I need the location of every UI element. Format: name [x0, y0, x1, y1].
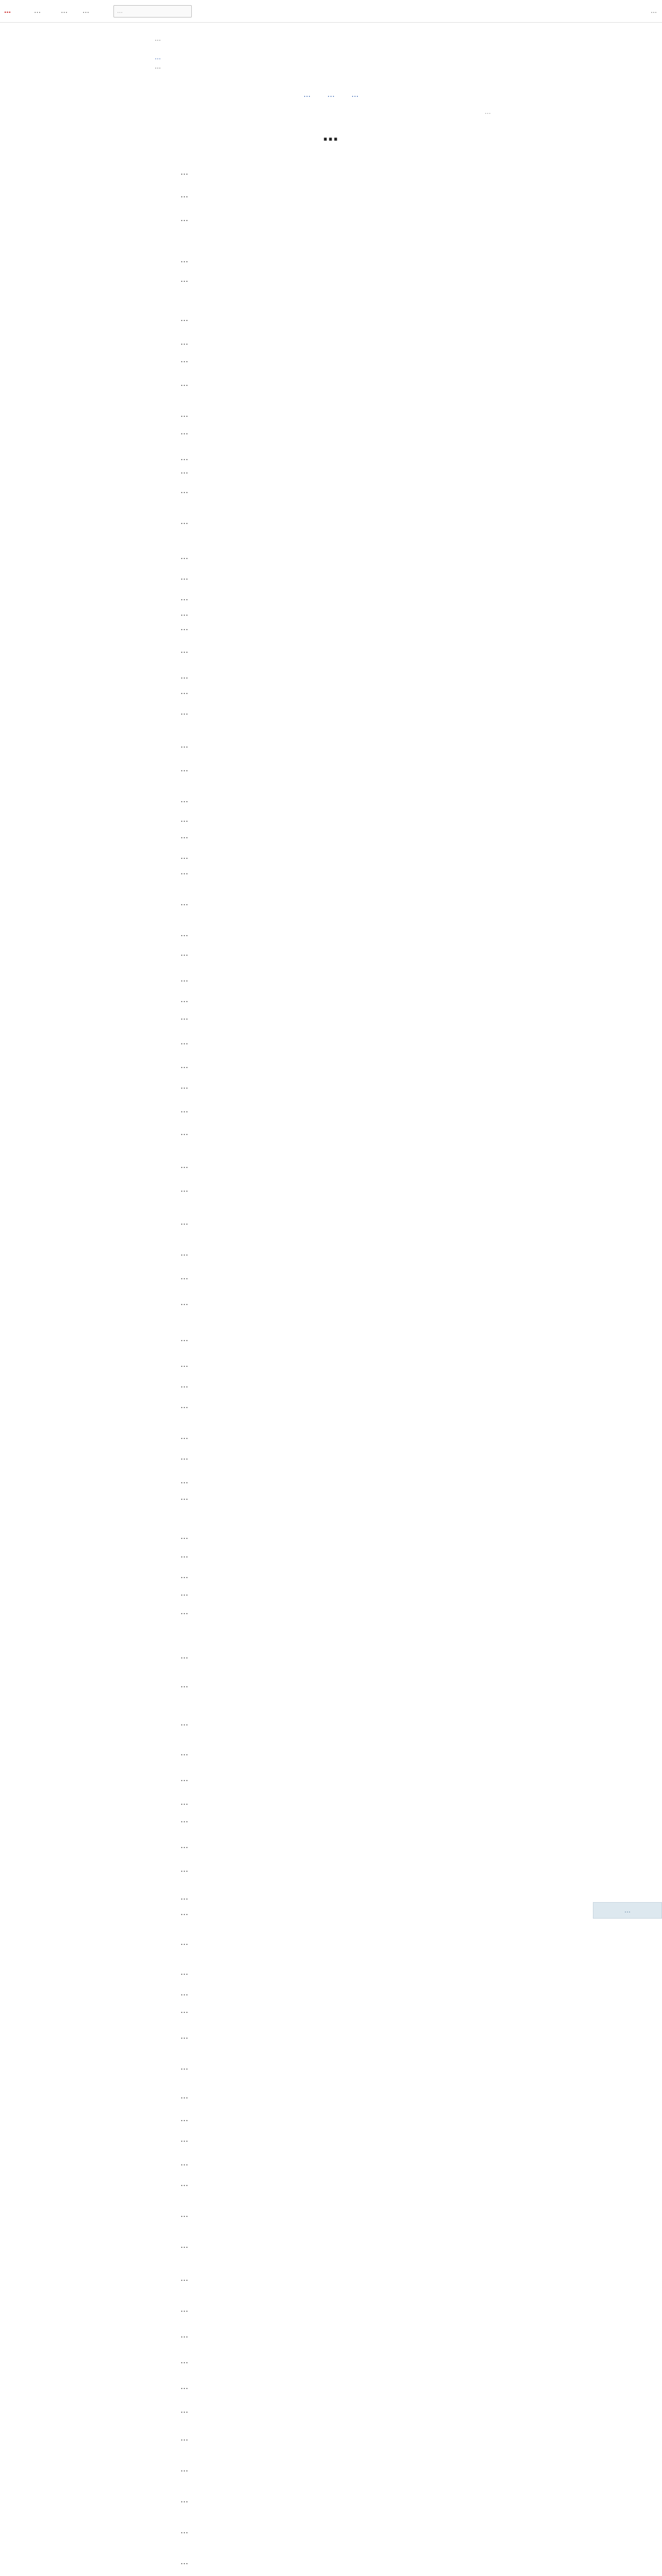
- paragraph-text: …: [180, 608, 188, 618]
- paragraph-text: …: [180, 707, 188, 717]
- paragraph-text: …: [180, 167, 188, 177]
- paragraph-text: …: [180, 337, 188, 347]
- top-right-link[interactable]: …: [651, 7, 657, 14]
- paragraph-text: …: [180, 572, 188, 582]
- novel-paragraph: [180, 377, 482, 389]
- paragraph-text: …: [180, 1815, 188, 1824]
- novel-paragraph: [180, 336, 482, 348]
- novel-paragraph: [180, 2272, 482, 2284]
- paragraph-text: …: [180, 1298, 188, 1307]
- novel-paragraph: [180, 1814, 482, 1826]
- paragraph-text: …: [180, 1571, 188, 1580]
- novel-paragraph: [180, 2555, 482, 2568]
- paragraph-text: …: [180, 1037, 188, 1046]
- paragraph-text: …: [180, 2382, 188, 2391]
- novel-paragraph: [180, 685, 482, 698]
- novel-paragraph: [180, 2463, 482, 2475]
- novel-paragraph: [180, 408, 482, 420]
- paragraph-text: …: [180, 1248, 188, 1258]
- work-meta: [155, 34, 516, 71]
- novel-paragraph: [180, 1936, 482, 1948]
- paragraph-text: …: [180, 2114, 188, 2123]
- novel-paragraph: [180, 866, 482, 878]
- novel-paragraph: [180, 2157, 482, 2169]
- novel-paragraph: [180, 947, 482, 959]
- novel-paragraph: [180, 1430, 482, 1443]
- paragraph-text: …: [180, 1128, 188, 1137]
- novel-paragraph: [180, 2524, 482, 2537]
- paragraph-text: …: [180, 1452, 188, 1462]
- paragraph-text: …: [180, 2274, 188, 2283]
- paragraph-text: …: [180, 2241, 188, 2250]
- paragraph-text: …: [180, 1774, 188, 1783]
- novel-paragraph: [180, 515, 482, 528]
- nav-link-3[interactable]: …: [82, 7, 89, 15]
- novel-paragraph: [180, 1159, 482, 1172]
- novel-paragraph: [180, 2133, 482, 2145]
- novel-paragraph: [180, 2404, 482, 2416]
- novel-paragraph: [180, 1966, 482, 1978]
- paragraph-text: …: [180, 687, 188, 696]
- paragraph-text: …: [180, 1105, 188, 1114]
- paragraph-text: …: [180, 453, 188, 462]
- novel-paragraph: [180, 2004, 482, 2016]
- chapter-nav: [0, 91, 662, 99]
- paragraph-text: …: [180, 815, 188, 824]
- novel-paragraph: [180, 2329, 482, 2341]
- paragraph-text: …: [180, 1588, 188, 1598]
- novel-paragraph: [180, 1650, 482, 1662]
- novel-paragraph: [180, 1549, 482, 1561]
- paragraph-text: …: [180, 2405, 188, 2415]
- novel-paragraph: [180, 166, 482, 178]
- paragraph-text: …: [180, 1607, 188, 1616]
- novel-paragraph: [180, 644, 482, 656]
- paragraph-text: …: [180, 1360, 188, 1369]
- paragraph-text: …: [180, 2006, 188, 2015]
- novel-paragraph: [180, 2208, 482, 2221]
- novel-paragraph: [180, 1891, 482, 1903]
- paragraph-text: …: [180, 1476, 188, 1485]
- paragraph-text: …: [180, 671, 188, 681]
- paragraph-text: …: [180, 1938, 188, 1947]
- next-chapter-link[interactable]: …: [351, 91, 359, 99]
- paragraph-text: …: [180, 466, 188, 476]
- paragraph-text: …: [180, 2304, 188, 2314]
- paragraph-text: …: [180, 995, 188, 1004]
- paragraph-text: …: [180, 1968, 188, 1977]
- paragraph-text: …: [180, 379, 188, 388]
- paragraph-text: …: [180, 974, 188, 984]
- paragraph-text: …: [180, 2433, 188, 2443]
- chapter-title: …: [323, 127, 339, 145]
- novel-paragraph: [180, 1216, 482, 1228]
- paragraph-text: …: [180, 1493, 188, 1502]
- novel-paragraph: [180, 1679, 482, 1691]
- novel-paragraph: [180, 829, 482, 842]
- novel-paragraph: [180, 1036, 482, 1048]
- paragraph-text: …: [180, 795, 188, 804]
- paragraph-text: …: [180, 1718, 188, 1727]
- novel-paragraph: [180, 1332, 482, 1345]
- prev-chapter-link[interactable]: …: [303, 91, 311, 99]
- paragraph-text: …: [180, 314, 188, 323]
- paragraph-text: …: [180, 2134, 188, 2144]
- login-notice: …: [155, 35, 161, 42]
- paragraph-text: …: [180, 2062, 188, 2072]
- novel-paragraph: [180, 353, 482, 366]
- paragraph-text: …: [180, 190, 188, 199]
- paragraph-text: …: [180, 1908, 188, 1917]
- novel-paragraph: [180, 212, 482, 225]
- paragraph-text: …: [180, 1184, 188, 1194]
- novel-paragraph: [180, 189, 482, 201]
- novel-paragraph: [180, 1011, 482, 1023]
- paragraph-text: …: [180, 552, 188, 561]
- novel-paragraph: [180, 2494, 482, 2506]
- paragraph-text: …: [180, 1272, 188, 1281]
- paragraph-text: …: [180, 831, 188, 840]
- top-bar: [0, 0, 662, 23]
- paragraph-text: …: [180, 948, 188, 958]
- paragraph-text: …: [180, 2495, 188, 2504]
- novel-paragraph: [180, 2090, 482, 2102]
- paragraph-text: …: [180, 867, 188, 876]
- novel-paragraph: [180, 813, 482, 825]
- paragraph-text: …: [180, 275, 188, 284]
- paragraph-text: …: [180, 410, 188, 419]
- novel-paragraph: [180, 607, 482, 619]
- novel-paragraph: [180, 484, 482, 497]
- novel-paragraph: [180, 1059, 482, 1072]
- paragraph-text: …: [180, 2158, 188, 2167]
- paragraph-text: …: [180, 255, 188, 264]
- novel-paragraph: [180, 253, 482, 266]
- novel-paragraph: [180, 1569, 482, 1582]
- novel-paragraph: [180, 850, 482, 862]
- paragraph-text: …: [180, 1651, 188, 1660]
- page-count: …: [485, 108, 491, 115]
- novel-paragraph: [180, 896, 482, 909]
- series-link[interactable]: …: [155, 54, 161, 61]
- paragraph-text: …: [180, 2091, 188, 2100]
- novel-paragraph: [180, 451, 482, 464]
- novel-paragraph: [180, 1605, 482, 1618]
- paragraph-text: …: [180, 764, 188, 773]
- novel-paragraph: [180, 465, 482, 477]
- paragraph-text: …: [180, 1334, 188, 1343]
- novel-paragraph: [180, 1491, 482, 1503]
- novel-paragraph: [180, 1270, 482, 1283]
- novel-paragraph: [180, 1747, 482, 1759]
- novel-paragraph: [180, 927, 482, 940]
- paragraph-text: …: [180, 1550, 188, 1560]
- toc-link[interactable]: …: [327, 91, 335, 99]
- novel-paragraph: [180, 621, 482, 634]
- novel-paragraph: [180, 2380, 482, 2393]
- novel-paragraph: [180, 1399, 482, 1412]
- novel-paragraph: [180, 2177, 482, 2190]
- novel-paragraph: [180, 1717, 482, 1729]
- side-float-button[interactable]: …: [593, 1902, 662, 1919]
- paragraph-text: …: [180, 740, 188, 750]
- paragraph-text: …: [180, 2210, 188, 2219]
- paragraph-text: …: [180, 214, 188, 223]
- paragraph-text: …: [180, 1432, 188, 1441]
- novel-paragraph: [180, 2112, 482, 2125]
- paragraph-text: …: [180, 1161, 188, 1170]
- novel-paragraph: [180, 1796, 482, 1808]
- novel-paragraph: [180, 1906, 482, 1919]
- novel-paragraph: [180, 1530, 482, 1543]
- paragraph-text: …: [180, 2526, 188, 2535]
- novel-paragraph: [180, 793, 482, 806]
- novel-paragraph: [180, 1772, 482, 1785]
- paragraph-text: …: [180, 486, 188, 495]
- paragraph-text: …: [180, 1748, 188, 1757]
- novel-paragraph: [180, 591, 482, 604]
- login-link[interactable]: …: [4, 7, 11, 15]
- novel-paragraph: [180, 550, 482, 563]
- paragraph-text: …: [180, 1892, 188, 1902]
- paragraph-text: …: [180, 623, 188, 632]
- novel-paragraph: [180, 1358, 482, 1370]
- novel-paragraph: [180, 1247, 482, 1259]
- novel-paragraph: [180, 571, 482, 583]
- novel-paragraph: [180, 670, 482, 682]
- novel-paragraph: [180, 1987, 482, 1999]
- novel-paragraph: [180, 1451, 482, 1463]
- paragraph-text: …: [180, 1680, 188, 1689]
- paragraph-text: …: [180, 2557, 188, 2566]
- novel-paragraph: [180, 762, 482, 775]
- novel-paragraph: [180, 1296, 482, 1309]
- search-input[interactable]: …: [113, 5, 192, 18]
- novel-paragraph: [180, 2239, 482, 2251]
- paragraph-text: …: [180, 1012, 188, 1022]
- novel-paragraph: [180, 2303, 482, 2315]
- paragraph-text: …: [180, 1217, 188, 1227]
- paragraph-text: …: [180, 898, 188, 907]
- novel-paragraph: [180, 1183, 482, 1195]
- paragraph-text: …: [180, 2179, 188, 2188]
- novel-paragraph: [180, 1475, 482, 1487]
- paragraph-text: …: [180, 852, 188, 861]
- nav-link-1[interactable]: …: [34, 7, 41, 15]
- paragraph-text: …: [180, 355, 188, 364]
- paragraph-text: …: [180, 593, 188, 602]
- paragraph-text: …: [180, 517, 188, 526]
- paragraph-text: …: [180, 1798, 188, 1807]
- paragraph-text: …: [180, 1061, 188, 1070]
- novel-paragraph: [180, 1080, 482, 1092]
- work-info: …: [155, 63, 161, 70]
- novel-paragraph: [180, 2061, 482, 2073]
- paragraph-text: …: [180, 1865, 188, 1874]
- novel-paragraph: [180, 312, 482, 325]
- paragraph-text: …: [180, 2464, 188, 2473]
- novel-paragraph: [180, 426, 482, 438]
- novel-paragraph: [180, 1587, 482, 1599]
- paragraph-text: …: [180, 2356, 188, 2365]
- novel-paragraph: [180, 973, 482, 985]
- paragraph-text: …: [180, 1380, 188, 1389]
- paragraph-text: …: [180, 929, 188, 938]
- paragraph-text: …: [180, 1081, 188, 1091]
- paragraph-text: …: [180, 2330, 188, 2340]
- novel-paragraph: [180, 1863, 482, 1875]
- paragraph-text: …: [180, 427, 188, 436]
- paragraph-text: …: [180, 2031, 188, 2041]
- novel-paragraph: [180, 1379, 482, 1391]
- paragraph-text: …: [180, 1532, 188, 1541]
- novel-paragraph: [180, 739, 482, 751]
- novel-paragraph: [180, 1126, 482, 1139]
- nav-link-2[interactable]: …: [61, 7, 68, 15]
- paragraph-text: …: [180, 1401, 188, 1410]
- novel-paragraph: [180, 706, 482, 718]
- novel-paragraph: [180, 2354, 482, 2367]
- paragraph-text: …: [180, 1841, 188, 1850]
- novel-paragraph: [180, 993, 482, 1006]
- novel-paragraph: [180, 2432, 482, 2444]
- novel-paragraph: [180, 1839, 482, 1852]
- novel-paragraph: [180, 2030, 482, 2042]
- paragraph-text: …: [180, 646, 188, 655]
- novel-paragraph: [180, 1104, 482, 1116]
- novel-paragraph: [180, 273, 482, 285]
- paragraph-text: …: [180, 1988, 188, 1997]
